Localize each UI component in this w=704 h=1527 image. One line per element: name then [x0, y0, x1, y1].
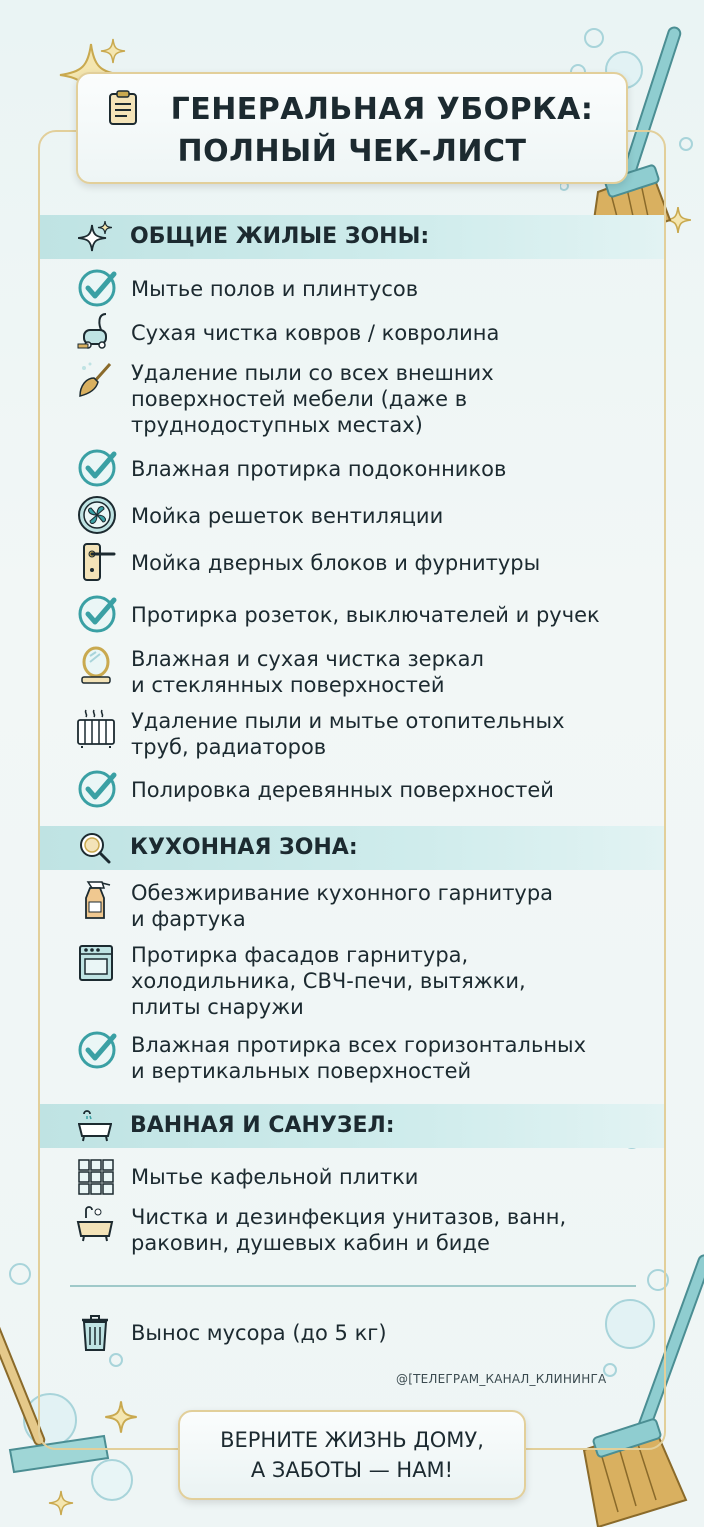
checkmark-icon — [76, 448, 120, 488]
section-header-living — [40, 215, 664, 259]
oven-icon — [76, 942, 120, 982]
bathtub-icon — [78, 1110, 112, 1142]
duster-icon — [76, 360, 120, 400]
mirror-icon — [76, 646, 120, 686]
section-header-bathroom — [40, 1104, 664, 1148]
section-title: КУХОННАЯ ЗОНА: — [130, 835, 358, 860]
cta-banner — [178, 1410, 526, 1500]
checkmark-icon — [76, 268, 120, 308]
divider — [70, 1285, 636, 1287]
section-title: ОБЩИЕ ЖИЛЫЕ ЗОНЫ: — [130, 224, 430, 249]
door-handle-icon — [76, 542, 120, 582]
page-title-line-2: ПОЛНЫЙ ЧЕК-ЛИСТ — [177, 134, 527, 169]
tiles-icon — [76, 1158, 120, 1198]
magnifier-icon — [78, 832, 112, 864]
vacuum-icon — [76, 310, 120, 350]
telegram-handle: @[ТЕЛЕГРАМ_КАНАЛ_КЛИНИНГА — [396, 1372, 607, 1386]
checkmark-icon — [76, 1030, 120, 1070]
vent-fan-icon — [76, 495, 120, 535]
cta-line-2: А ЗАБОТЫ — НАМ! — [250, 1458, 454, 1482]
checkmark-icon — [76, 769, 120, 809]
cta-line-1: ВЕРНИТЕ ЖИЗНЬ ДОМУ, — [220, 1428, 484, 1452]
trash-can-icon — [76, 1312, 120, 1352]
page-title-box — [76, 72, 628, 184]
section-header-kitchen — [40, 826, 664, 870]
sparkle-icon — [78, 221, 112, 253]
page-title-line-1: ГЕНЕРАЛЬНАЯ УБОРКА: — [170, 92, 594, 127]
section-title: ВАННАЯ И САНУЗЕЛ: — [130, 1113, 395, 1138]
checkmark-icon — [76, 594, 120, 634]
spray-bottle-icon — [76, 880, 120, 920]
bath-icon — [76, 1204, 120, 1244]
sparkle-icon — [100, 38, 126, 64]
radiator-icon — [76, 708, 120, 748]
